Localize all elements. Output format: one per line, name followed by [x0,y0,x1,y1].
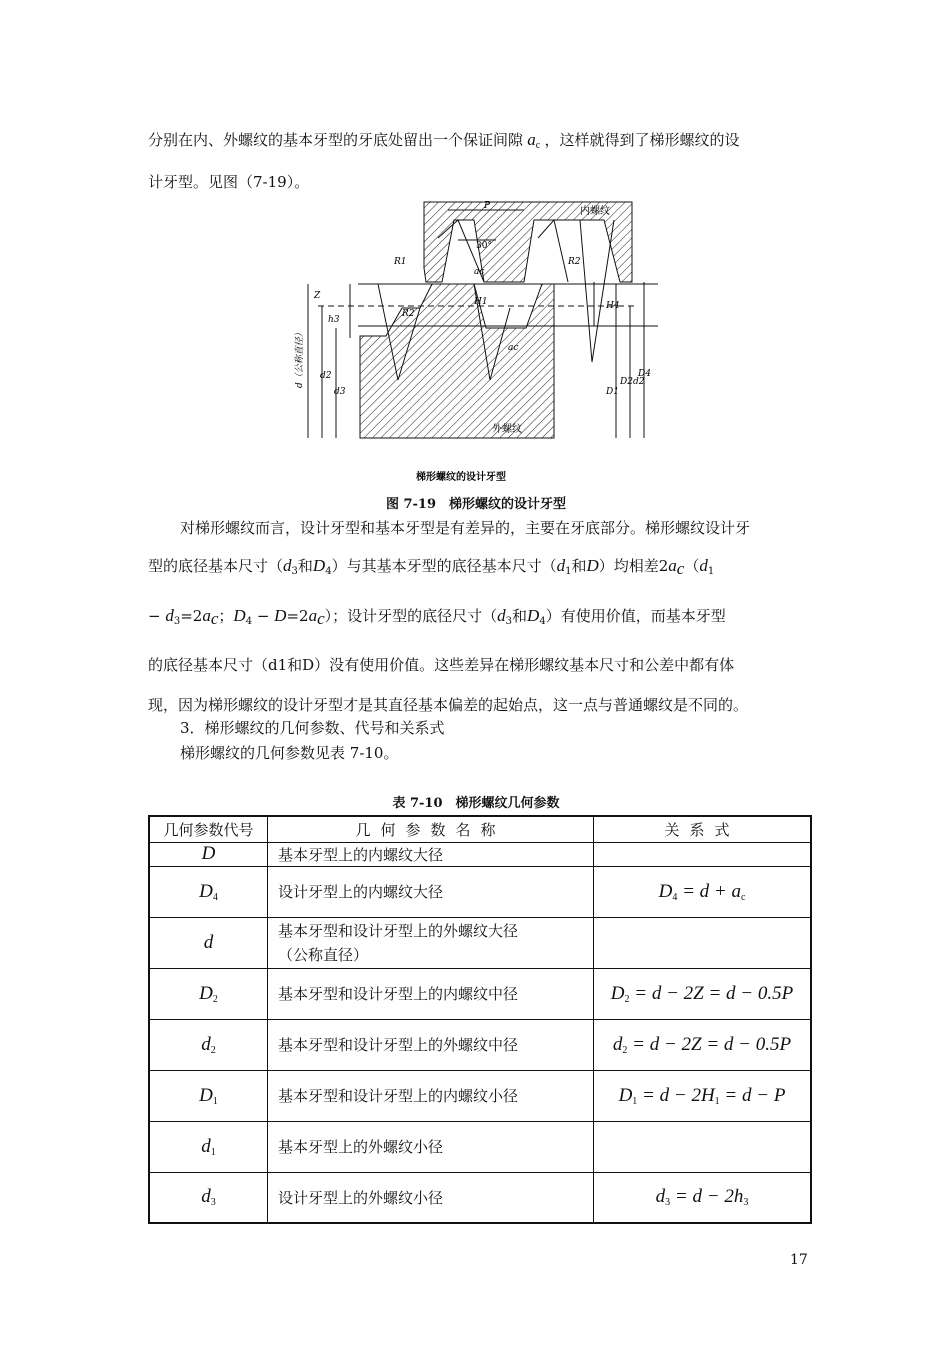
figure-caption: 图 7-19 梯形螺纹的设计牙型 [385,497,567,512]
row-code: $d_2$ [149,1019,268,1070]
header-code: 几何参数代号 [149,816,268,842]
row-code: $d_3$ [149,1172,268,1223]
label-D2-d2: D2d2 [620,377,645,387]
external-thread-hatch [360,284,554,438]
row-formula: $D_2 = d - 2Z = d - 0.5P$ [594,968,812,1019]
row-name: 基本牙型上的外螺纹小径 [268,1121,594,1172]
body-line-2: 型的底径基本尺寸（$d_3$和$D_4$）与其基本牙型的底径基本尺寸（$d_1$和D）均相差$2a_c(d_1$ [148,556,715,578]
table-row [149,1070,811,1121]
ac-letter: a [527,130,536,149]
label-D4: D4 [638,369,651,379]
row-name [268,917,594,968]
intro-line-1 [148,130,812,156]
label-d3: d3 [334,387,346,397]
row-formula: $d_3 = d - 2h_3$ [594,1172,812,1223]
ac-subscript: c [535,140,541,151]
body-line-5: 现，因为梯形螺纹的设计牙型才是其直径基本偏差的起始点，这一点与普通螺纹是不同的。 [148,696,749,714]
row-name: 设计牙型上的内螺纹大径 [268,866,594,917]
body-line-1: 对梯形螺纹而言，设计牙型和基本牙型是有差异的，主要在牙底部分。梯形螺纹设计牙 [180,519,751,537]
label-d2: d2 [320,371,332,381]
row-code: $D_4$ [149,866,268,917]
row-formula: $D_1 = d - 2H_1 = d - P$ [594,1070,812,1121]
ac-symbol [523,130,544,149]
label-h1: H1 [474,297,488,307]
geometry-parameter-table [148,815,812,1224]
label-r2-bottom: R2 [402,309,415,319]
label-h3: h3 [328,315,340,325]
row-name: 基本牙型上的内螺纹大径 [268,842,594,866]
row-code: d [149,917,268,968]
row-formula [594,1121,812,1172]
label-ac-bottom: ac [508,343,519,353]
table-row [149,866,811,917]
table-row [149,1121,811,1172]
row-formula [594,917,812,968]
row-code: $D_1$ [149,1070,268,1121]
page-number: 17 [790,1252,808,1268]
label-angle: 30° [476,241,492,251]
intro-text-b: ，这样就得到了梯形螺纹的设 [544,131,740,149]
label-r1: R1 [394,257,407,267]
label-internal-thread: 内螺纹 [580,206,610,217]
row-code: D [149,842,268,866]
header-formula: 关系式 [594,816,812,842]
body-line-3: − $d_3=2a_c$；$D_4 - D=2a_c$）；设计牙型的底径尺寸（$d_3$和$D_4$）有使用价值，而基本牙型 [148,606,726,628]
thread-profile-diagram [295,198,660,486]
table-row [149,917,811,968]
section-3-heading: 3．梯形螺纹的几何参数、代号和关系式 [180,719,445,737]
label-d-nominal: d（公称直径） [295,328,305,388]
table-row [149,968,811,1019]
row-formula: $d_2 = d - 2Z = d - 0.5P$ [594,1019,812,1070]
label-ac-top: ac [474,267,485,277]
label-h4: H4 [606,301,620,311]
table-row [149,1019,811,1070]
table-row [149,842,811,866]
row-name: 基本牙型和设计牙型上的内螺纹中径 [268,968,594,1019]
row-formula: $D_4 = d + a_c$ [594,866,812,917]
row-code: $D_2$ [149,968,268,1019]
row-code: $d_1$ [149,1121,268,1172]
intro-line-2: 计牙型。见图（7-19）。 [148,173,310,191]
row-name: 基本牙型和设计牙型上的内螺纹小径 [268,1070,594,1121]
table-caption: 表 7-10 梯形螺纹几何参数 [392,796,560,811]
label-D1: D1 [606,387,619,397]
label-pitch: P [484,201,491,211]
label-z: Z [314,291,321,301]
label-external-thread: 外螺纹 [492,424,522,435]
row-name: 基本牙型和设计牙型上的外螺纹中径 [268,1019,594,1070]
label-r2-top: R2 [568,257,581,267]
table-row [149,1172,811,1223]
header-name: 几何参数名称 [268,816,594,842]
row-name: 设计牙型上的外螺纹小径 [268,1172,594,1223]
row-name-line-1: 基本牙型和设计牙型上的外螺纹大径 [278,921,519,940]
figure-inner-caption: 梯形螺纹的设计牙型 [416,472,506,483]
body-line-4: 的底径基本尺寸（d1和D）没有使用价值。这些差异在梯形螺纹基本尺寸和公差中都有体 [148,656,735,674]
table-header-row [149,816,811,842]
row-formula [594,842,812,866]
thread-profile-figure [295,198,660,486]
row-name-line-2: （公称直径） [278,945,369,964]
section-3-text: 梯形螺纹的几何参数见表 7-10。 [180,744,399,762]
intro-text-a: 分别在内、外螺纹的基本牙型的牙底处留出一个保证间隙 [148,131,524,149]
